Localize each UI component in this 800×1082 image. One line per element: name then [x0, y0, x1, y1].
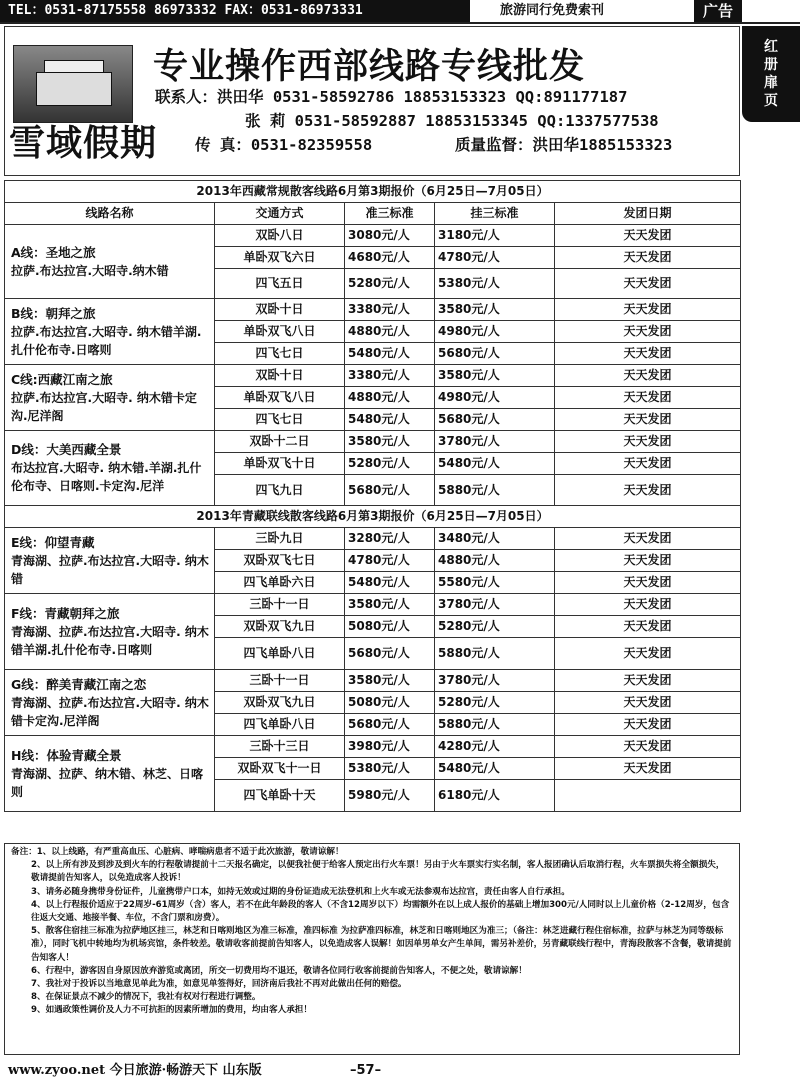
footer-site: www.zyoo.net 今日旅游·畅游天下 山东版	[8, 1063, 262, 1078]
superior-price: 5480元/人	[435, 758, 555, 780]
standard-price: 5980元/人	[345, 780, 435, 812]
table-row	[5, 594, 741, 616]
departure-schedule: 天天发团	[555, 343, 741, 365]
departure-schedule: 天天发团	[555, 431, 741, 453]
note-line: 8、在保证景点不减少的情况下，我社有权对行程进行调整。	[31, 992, 261, 1003]
departure-schedule	[555, 780, 741, 812]
standard-price: 4880元/人	[345, 321, 435, 343]
superior-price: 3780元/人	[435, 431, 555, 453]
superior-price: 5280元/人	[435, 616, 555, 638]
note-line: 9、如遇政策性调价及人力不可抗拒的因素所增加的费用，均由客人承担！	[31, 1005, 312, 1016]
section-title-row	[5, 181, 741, 203]
superior-price: 3180元/人	[435, 225, 555, 247]
note-line: 6、行程中，游客因自身原因放弃游览或离团，所交一切费用均不退还，敬请各位同行收客前提前告知客人，不便之处，敬请谅解！	[31, 965, 527, 976]
standard-price: 5680元/人	[345, 714, 435, 736]
table-row	[5, 299, 741, 321]
standard-price: 5480元/人	[345, 409, 435, 431]
transport-mode: 双卧八日	[215, 225, 345, 247]
note-line: 4、以上行程报价适应于22周岁-61周岁（含）客人，若不在此年龄段的客人（不含12周岁以下）均需额外在以上成人报价的基础上增加300元/人同时以上儿童价格（2-12周岁，包含往返大交通、地接半餐、车位，不含门票和房费）。	[31, 899, 730, 924]
standard-price: 3380元/人	[345, 299, 435, 321]
agency-header	[4, 26, 740, 176]
table-row	[5, 736, 741, 758]
departure-schedule: 天天发团	[555, 247, 741, 269]
superior-price: 5380元/人	[435, 269, 555, 299]
route-name: H线：体验青藏全景	[11, 747, 122, 763]
transport-mode: 双卧十日	[215, 365, 345, 387]
transport-mode: 四飞七日	[215, 343, 345, 365]
route-name: C线:西藏江南之旅	[11, 371, 113, 387]
column-header: 发团日期	[555, 203, 741, 225]
departure-schedule: 天天发团	[555, 387, 741, 409]
superior-price: 4980元/人	[435, 321, 555, 343]
slogan: 专业操作西部线路专线批发	[153, 46, 586, 87]
transport-mode: 三卧十三日	[215, 736, 345, 758]
departure-schedule: 天天发团	[555, 528, 741, 550]
route-name: E线：仰望青藏	[11, 534, 95, 550]
table-row	[5, 670, 741, 692]
superior-price: 3580元/人	[435, 299, 555, 321]
note-line: 7、我社对于投诉以当地意见单此为准，如意见单签得好，回济南后我社不再对此做出任何的赔偿。	[31, 979, 407, 990]
superior-price: 4880元/人	[435, 550, 555, 572]
standard-price: 4780元/人	[345, 550, 435, 572]
route-cell	[5, 225, 215, 299]
table-row	[5, 431, 741, 453]
brand-name: 雪域假期	[9, 122, 158, 164]
departure-schedule: 天天发团	[555, 616, 741, 638]
transport-mode: 四飞九日	[215, 475, 345, 506]
route-cell	[5, 594, 215, 670]
departure-schedule: 天天发团	[555, 692, 741, 714]
top-bar	[0, 0, 800, 24]
superior-price: 5480元/人	[435, 453, 555, 475]
transport-mode: 双卧双飞十一日	[215, 758, 345, 780]
superior-price: 3780元/人	[435, 670, 555, 692]
side-tab-char: 红	[764, 39, 778, 55]
departure-schedule: 天天发团	[555, 714, 741, 736]
standard-price: 3580元/人	[345, 594, 435, 616]
standard-price: 4680元/人	[345, 247, 435, 269]
superior-price: 5580元/人	[435, 572, 555, 594]
superior-price: 5280元/人	[435, 692, 555, 714]
route-cell	[5, 431, 215, 506]
departure-schedule: 天天发团	[555, 550, 741, 572]
route-description: 拉萨.布达拉宫.大昭寺.纳木错	[11, 263, 169, 278]
standard-price: 3080元/人	[345, 225, 435, 247]
departure-schedule: 天天发团	[555, 736, 741, 758]
departure-schedule: 天天发团	[555, 758, 741, 780]
superior-price: 5680元/人	[435, 343, 555, 365]
column-header: 交通方式	[215, 203, 345, 225]
superior-price: 6180元/人	[435, 780, 555, 812]
section-title-row	[5, 506, 741, 528]
contact-line-1: 联系人：洪田华 0531-58592786 18853153323 QQ:891177187	[155, 88, 628, 106]
route-name: A线：圣地之旅	[11, 244, 96, 260]
route-description: 拉萨.布达拉宫.大昭寺. 纳木错卡定沟.尼洋阁	[11, 390, 197, 423]
standard-price: 4880元/人	[345, 387, 435, 409]
superior-price: 4780元/人	[435, 247, 555, 269]
side-tab[interactable]	[742, 26, 800, 122]
transport-mode: 单卧双飞八日	[215, 387, 345, 409]
departure-schedule: 天天发团	[555, 453, 741, 475]
transport-mode: 四飞单卧八日	[215, 638, 345, 670]
price-table	[4, 180, 741, 812]
route-description: 青海湖、拉萨、纳木错、林芝、日喀则	[11, 766, 204, 799]
departure-schedule: 天天发团	[555, 638, 741, 670]
column-header: 挂三标准	[435, 203, 555, 225]
transport-mode: 单卧双飞八日	[215, 321, 345, 343]
standard-price: 5380元/人	[345, 758, 435, 780]
notes-section	[4, 843, 740, 1055]
transport-mode: 四飞七日	[215, 409, 345, 431]
standard-price: 5480元/人	[345, 572, 435, 594]
superior-price: 5880元/人	[435, 714, 555, 736]
transport-mode: 双卧十二日	[215, 431, 345, 453]
superior-price: 4280元/人	[435, 736, 555, 758]
standard-price: 5080元/人	[345, 692, 435, 714]
standard-price: 5080元/人	[345, 616, 435, 638]
transport-mode: 双卧双飞九日	[215, 692, 345, 714]
section-title: 2013年西藏常规散客线路6月第3期报价（6月25日—7月05日）	[5, 181, 741, 203]
route-name: B线：朝拜之旅	[11, 305, 96, 321]
page-footer	[0, 1060, 800, 1082]
standard-price: 3380元/人	[345, 365, 435, 387]
side-tab-char: 扉	[764, 75, 778, 91]
departure-schedule: 天天发团	[555, 321, 741, 343]
route-description: 青海湖、拉萨.布达拉宫.大昭寺. 纳木错羊湖.扎什伦布寺.日喀则	[11, 624, 209, 657]
palace-building-shape	[36, 72, 112, 106]
transport-mode: 双卧十日	[215, 299, 345, 321]
route-description: 布达拉宫.大昭寺. 纳木错.羊湖.扎什伦布寺、日喀则.卡定沟.尼洋	[11, 461, 202, 493]
column-header: 准三标准	[345, 203, 435, 225]
magazine-label: 旅游同行免费索刊	[500, 3, 605, 18]
standard-price: 5680元/人	[345, 475, 435, 506]
superior-price: 5880元/人	[435, 638, 555, 670]
superior-price: 5680元/人	[435, 409, 555, 431]
table-row	[5, 528, 741, 550]
route-cell	[5, 736, 215, 812]
supervisor-line: 质量监督：洪田华1885153323	[455, 136, 673, 154]
side-tab-char: 页	[764, 93, 778, 109]
route-name: D线：大美西藏全景	[11, 442, 122, 457]
route-cell	[5, 670, 215, 736]
transport-mode: 四飞五日	[215, 269, 345, 299]
standard-price: 3580元/人	[345, 670, 435, 692]
route-description: 青海湖、拉萨.布达拉宫.大昭寺. 纳木错	[11, 553, 209, 586]
table-header-row	[5, 203, 741, 225]
departure-schedule: 天天发团	[555, 594, 741, 616]
departure-schedule: 天天发团	[555, 409, 741, 431]
transport-mode: 单卧双飞六日	[215, 247, 345, 269]
standard-price: 3280元/人	[345, 528, 435, 550]
note-line: 备注：1、以上线路，有严重高血压、心脏病、哮喘病患者不适于此次旅游，敬请谅解！	[11, 847, 344, 857]
departure-schedule: 天天发团	[555, 475, 741, 506]
departure-schedule: 天天发团	[555, 670, 741, 692]
potala-palace-photo	[13, 45, 133, 123]
standard-price: 5680元/人	[345, 638, 435, 670]
transport-mode: 单卧双飞十日	[215, 453, 345, 475]
standard-price: 5280元/人	[345, 453, 435, 475]
top-contact: TEL：0531-87175558 86973332 FAX：0531-86973331	[0, 0, 470, 22]
departure-schedule: 天天发团	[555, 572, 741, 594]
page-number: –57–	[350, 1063, 382, 1078]
transport-mode: 三卧九日	[215, 528, 345, 550]
column-header: 线路名称	[5, 203, 215, 225]
contact-line-2: 张 莉 0531-58592887 18853153345 QQ:1337577538	[245, 112, 659, 130]
superior-price: 5880元/人	[435, 475, 555, 506]
superior-price: 4980元/人	[435, 387, 555, 409]
route-cell	[5, 299, 215, 365]
note-line: 5、散客住宿挂三标准为拉萨地区挂三，林芝和日喀则地区为准三标准，准四标准 为拉萨准四标准，林芝和日喀则地区为准三；（备注：林芝进藏行程住宿标准，拉萨与林芝为同等级标准），同时飞机中转地均为机场宾馆，条件较差。敬请收客前提前告知客人，以免造成客人误解！如因单男单女产生单间，需另补差价，另青藏联线行程中，青海段散客不含餐，敬请提前告知客人！	[31, 926, 732, 963]
departure-schedule: 天天发团	[555, 365, 741, 387]
route-name: F线：青藏朝拜之旅	[11, 605, 120, 621]
transport-mode: 四飞单卧十天	[215, 780, 345, 812]
departure-schedule: 天天发团	[555, 299, 741, 321]
transport-mode: 双卧双飞九日	[215, 616, 345, 638]
transport-mode: 四飞单卧八日	[215, 714, 345, 736]
route-name: G线：醉美青藏江南之恋	[11, 676, 147, 692]
ad-label: 广告	[694, 0, 742, 22]
route-cell	[5, 365, 215, 431]
table-row	[5, 225, 741, 247]
transport-mode: 四飞单卧六日	[215, 572, 345, 594]
route-description: 拉萨.布达拉宫.大昭寺. 纳木错羊湖.扎什伦布寺.日喀则	[11, 324, 202, 357]
superior-price: 3780元/人	[435, 594, 555, 616]
superior-price: 3480元/人	[435, 528, 555, 550]
table-row	[5, 365, 741, 387]
transport-mode: 三卧十一日	[215, 670, 345, 692]
standard-price: 5480元/人	[345, 343, 435, 365]
departure-schedule: 天天发团	[555, 269, 741, 299]
departure-schedule: 天天发团	[555, 225, 741, 247]
route-cell	[5, 528, 215, 594]
transport-mode: 三卧十一日	[215, 594, 345, 616]
side-tab-char: 册	[764, 57, 778, 73]
standard-price: 3980元/人	[345, 736, 435, 758]
section-title: 2013年青藏联线散客线路6月第3期报价（6月25日—7月05日）	[5, 506, 741, 528]
fax-line: 传 真：0531-82359558	[195, 136, 373, 154]
standard-price: 3580元/人	[345, 431, 435, 453]
superior-price: 3580元/人	[435, 365, 555, 387]
transport-mode: 双卧双飞七日	[215, 550, 345, 572]
route-description: 青海湖、拉萨.布达拉宫.大昭寺. 纳木错卡定沟.尼洋阁	[11, 695, 209, 728]
note-line: 2、以上所有涉及到涉及到火车的行程敬请提前十二天报名确定，以便我社便于给客人预定出行火车票！另由于火车票实行实名制，客人报团确认后取消行程，火车票损失将全额损失，敬请提前告知客人，以免造成客人投诉！	[31, 860, 725, 884]
note-line: 3、请务必随身携带身份证件，儿童携带户口本，如持无效或过期的身份证造成无法登机和上火车或无法参观布达拉宫，责任由客人自行承担。	[31, 886, 570, 897]
standard-price: 5280元/人	[345, 269, 435, 299]
